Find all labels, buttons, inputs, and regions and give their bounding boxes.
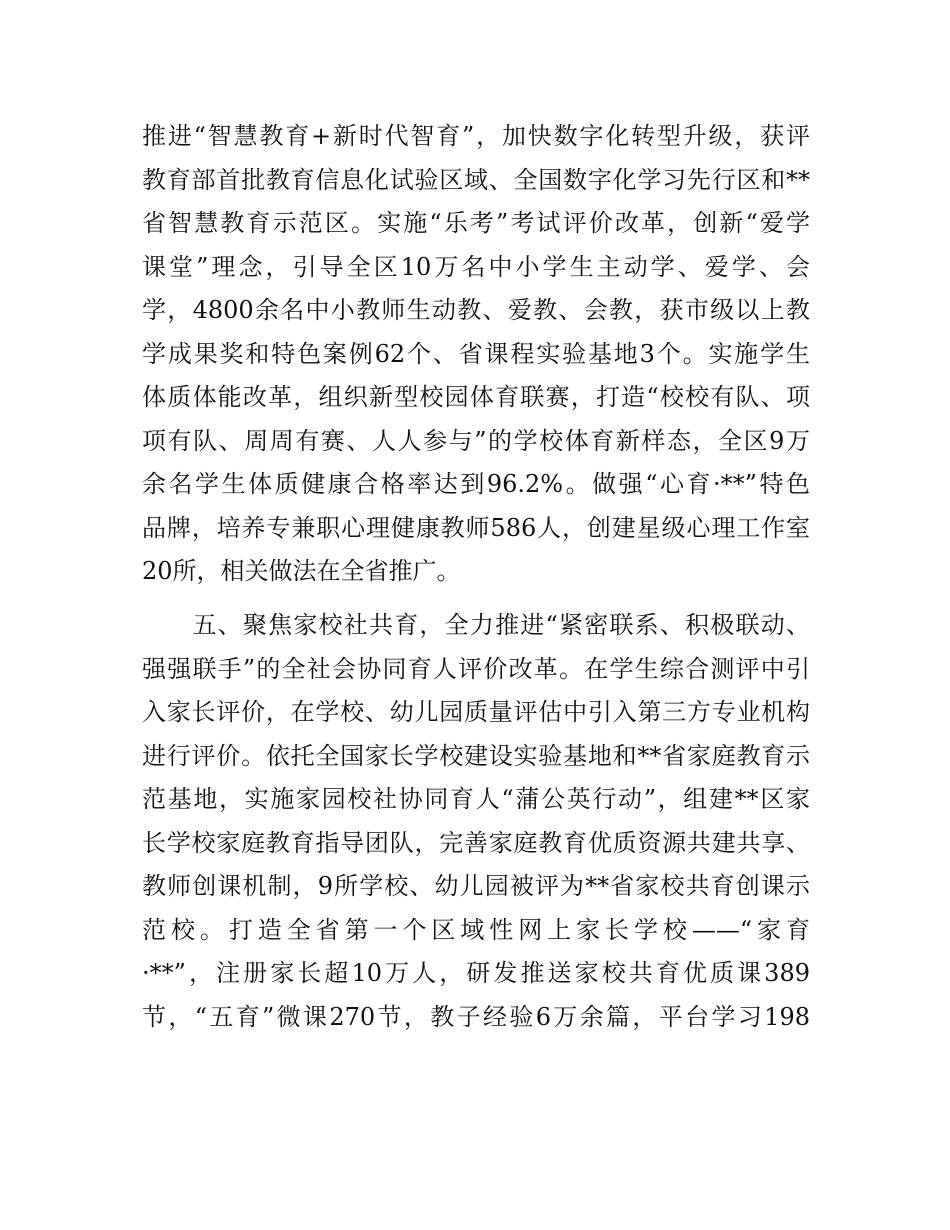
text-line: 强强联手”的全社会协同育人评价改革。在学生综合测评中引 xyxy=(142,654,810,683)
paragraph-home-school-society xyxy=(142,604,810,1039)
text-line: 学成果奖和特色案例62个、省课程实验基地3个。实施学生 xyxy=(142,339,810,368)
text-line: 范校。打造全省第一个区域性网上家长学校——“家育 xyxy=(142,915,810,944)
text-line: 教师创课机制，9所学校、幼儿园被评为**省家校共育创课示 xyxy=(142,872,810,900)
text-line: 五、聚焦家校社共育，全力推进“紧密联系、积极联动、 xyxy=(142,611,810,639)
text-line: 省智慧教育示范区。实施“乐考”考试评价改革，创新“爱学 xyxy=(142,209,810,237)
text-line: 课堂”理念，引导全区10万名中小学生主动学、爱学、会 xyxy=(142,252,810,281)
text-line: 余名学生体质健康合格率达到96.2%。做强“心育·**”特色 xyxy=(142,470,810,498)
text-line: 节，“五育”微课270节，教子经验6万余篇，平台学习198 xyxy=(142,1002,810,1031)
text-line: 20所，相关做法在全省推广。 xyxy=(142,557,461,585)
text-line: 范基地，实施家园校社协同育人“蒲公英行动”，组建**区家 xyxy=(142,785,810,813)
text-line: 入家长评价，在学校、幼儿园质量评估中引入第三方专业机构 xyxy=(142,698,810,726)
paragraph-smart-education xyxy=(142,115,810,594)
text-line: 体质体能改革，组织新型校园体育联赛，打造“校校有队、项 xyxy=(142,383,810,411)
text-line: 长学校家庭教育指导团队，完善家庭教育优质资源共建共享、 xyxy=(142,828,810,857)
text-line: 学，4800余名中小教师生动教、爱教、会教，获市级以上教 xyxy=(142,296,810,324)
text-line: 进行评价。依托全国家长学校建设实验基地和**省家庭教育示 xyxy=(142,741,810,770)
text-line: 品牌，培养专兼职心理健康教师586人，创建星级心理工作室 xyxy=(142,513,810,542)
text-line: ·**”，注册家长超10万人，研发推送家校共育优质课389 xyxy=(142,959,810,987)
text-line: 推进“智慧教育+新时代智育”，加快数字化转型升级，获评 xyxy=(142,122,810,150)
text-line: 教育部首批教育信息化试验区域、全国数字化学习先行区和** xyxy=(142,165,810,194)
text-line: 项有队、周周有赛、人人参与”的学校体育新样态，全区9万 xyxy=(142,426,810,455)
